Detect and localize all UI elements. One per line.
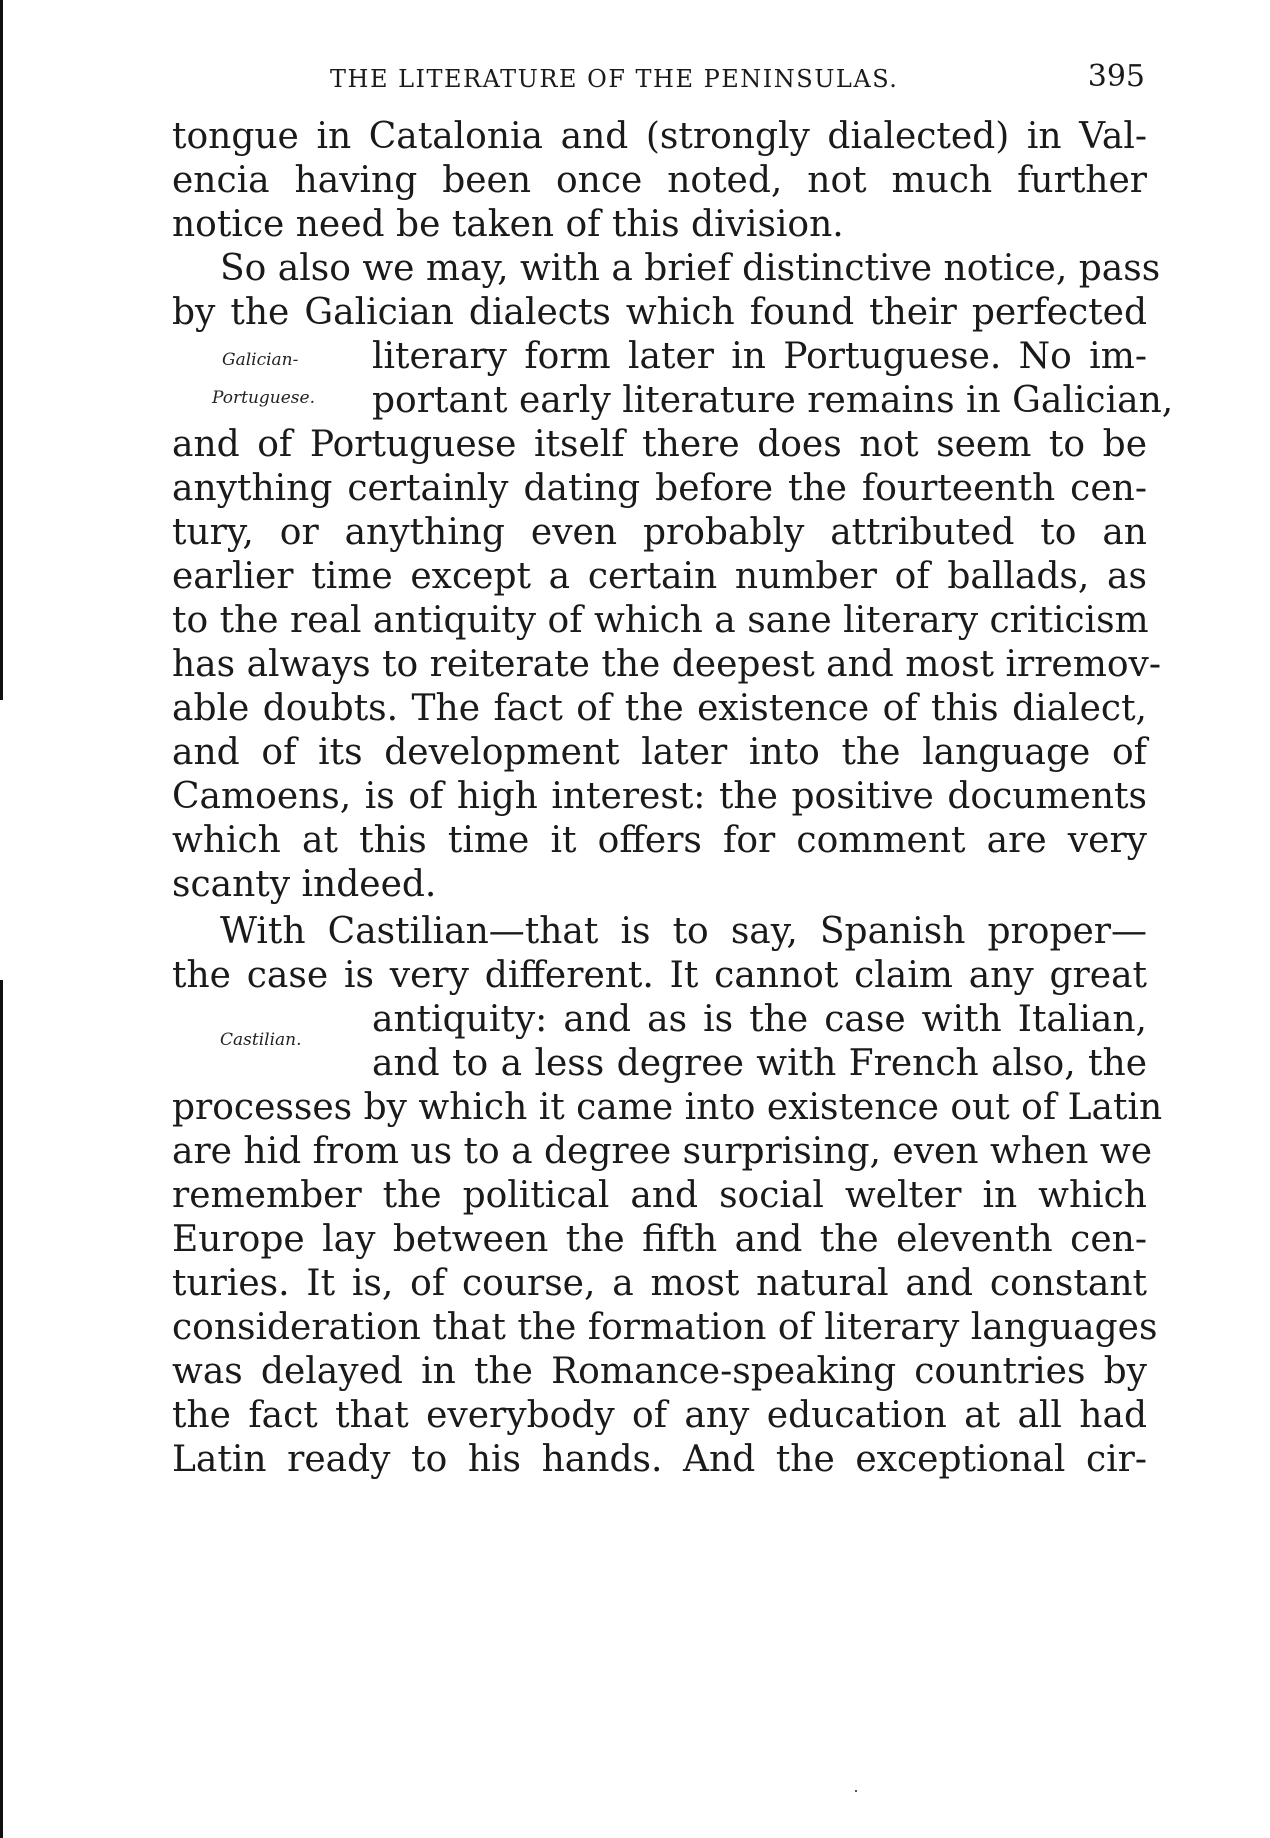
- running-head: THE LITERATURE OF THE PENINSULAS.: [330, 65, 899, 93]
- text-line: to the real antiquity of which a sane literary criticism: [172, 600, 1149, 641]
- marginal-note-galician: Galician-: [222, 350, 299, 370]
- page-header: [175, 55, 1145, 95]
- text-line: able doubts. The fact of the existence of this dialect,: [172, 688, 1147, 729]
- text-line: was delayed in the Romance-speaking countries by: [172, 1351, 1147, 1392]
- text-line: processes by which it came into existence out of Latin: [172, 1087, 1163, 1128]
- scan-edge-mark: [0, 0, 3, 700]
- text-line: With Castilian—that is to say, Spanish proper—: [220, 911, 1147, 952]
- text-line: remember the political and social welter in which: [172, 1175, 1147, 1216]
- text-line: tongue in Catalonia and (strongly dialected) in Val-: [172, 116, 1147, 157]
- marginal-note-portuguese: Portuguese.: [212, 388, 315, 408]
- text-line: So also we may, with a brief distinctive notice, pass: [220, 248, 1161, 289]
- scan-speck: [855, 1790, 857, 1792]
- text-line: Camoens, is of high interest: the positive documents: [172, 776, 1147, 817]
- text-line: earlier time except a certain number of ballads, as: [172, 556, 1147, 597]
- marginal-note-castilian: Castilian.: [220, 1030, 302, 1050]
- text-line: encia having been once noted, not much further: [172, 160, 1147, 201]
- text-line: consideration that the formation of literary languages: [172, 1307, 1158, 1348]
- text-line: scanty indeed.: [172, 864, 437, 905]
- text-line: and to a less degree with French also, the: [372, 1043, 1147, 1084]
- text-line: Europe lay between the fifth and the eleventh cen-: [172, 1219, 1147, 1260]
- text-line: Latin ready to his hands. And the exceptional cir-: [172, 1439, 1147, 1480]
- page-number: 395: [1087, 59, 1145, 94]
- text-line: antiquity: and as is the case with Italian,: [372, 999, 1147, 1040]
- scan-edge-mark: [0, 980, 3, 1838]
- text-line: anything certainly dating before the fourteenth cen-: [172, 468, 1147, 509]
- text-line: literary form later in Portuguese. No im-: [372, 336, 1147, 377]
- text-line: are hid from us to a degree surprising, even when we: [172, 1131, 1153, 1172]
- text-line: turies. It is, of course, a most natural and constant: [172, 1263, 1147, 1304]
- text-line: notice need be taken of this division.: [172, 204, 844, 245]
- text-line: which at this time it offers for comment are very: [172, 820, 1147, 861]
- text-line: by the Galician dialects which found their perfected: [172, 292, 1147, 333]
- text-line: the case is very different. It cannot claim any great: [172, 955, 1147, 996]
- text-line: and of Portuguese itself there does not seem to be: [172, 424, 1147, 465]
- text-line: the fact that everybody of any education at all had: [172, 1395, 1147, 1436]
- text-line: has always to reiterate the deepest and most irremov-: [172, 644, 1162, 685]
- text-line: and of its development later into the language of: [172, 732, 1147, 773]
- text-line: tury, or anything even probably attributed to an: [172, 512, 1147, 553]
- text-line: portant early literature remains in Galician,: [372, 380, 1174, 421]
